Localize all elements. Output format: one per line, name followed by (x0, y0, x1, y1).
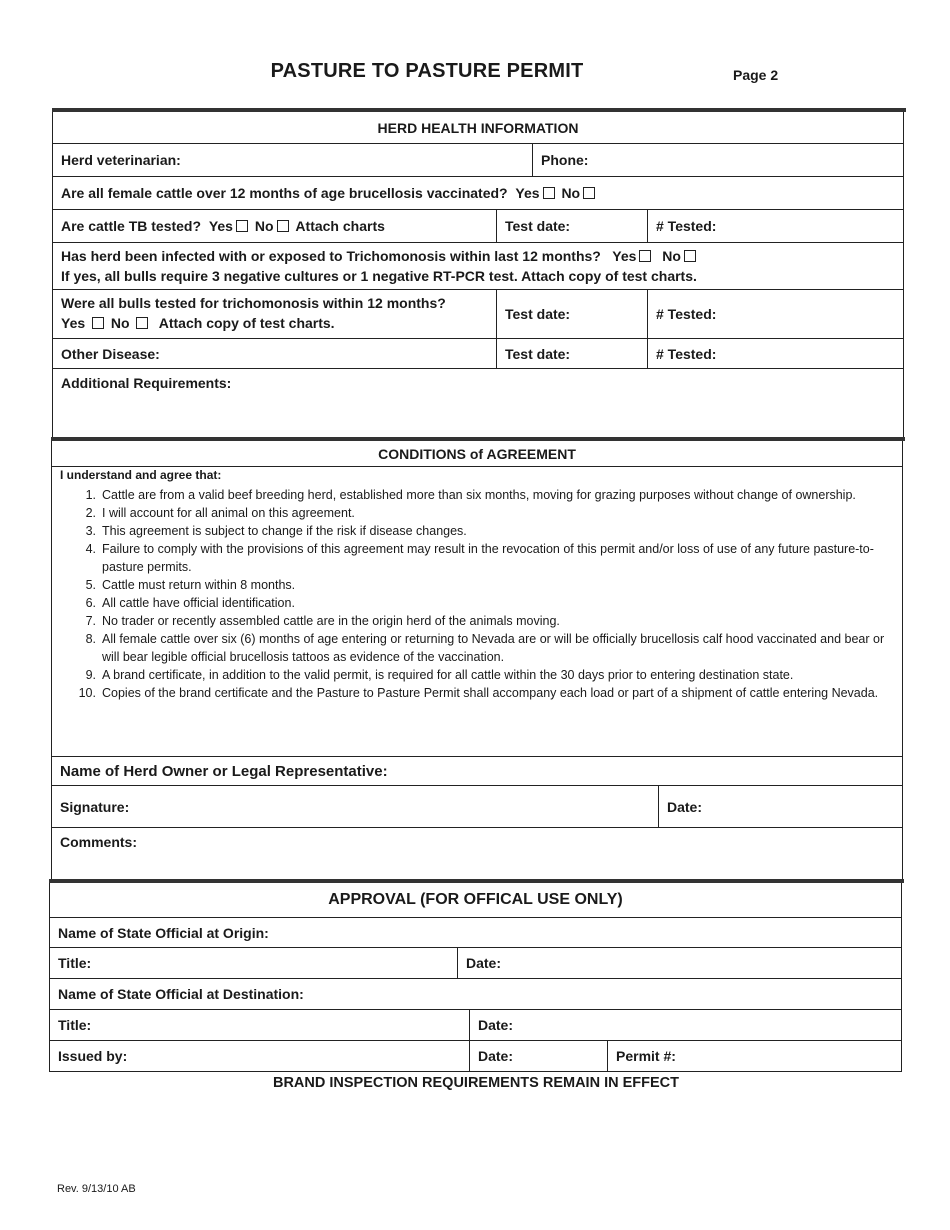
bulls-row (53, 290, 903, 339)
form-title: PASTURE TO PASTURE PERMIT (270, 60, 584, 82)
issued-row (50, 1041, 901, 1072)
tb-row (53, 210, 903, 243)
condition-item: 1. Cattle are from a valid beef breeding herd, established more than six months, moving for grazing purposes without change of ownership. (85, 488, 856, 502)
condition-item: 5. Cattle must return within 8 months. (85, 578, 296, 592)
herd-health-heading-row (53, 113, 903, 144)
condition-item: 2. I will account for all animal on this agreement. (85, 506, 355, 520)
trich-label: Has herd been infected with or exposed to Trichomonosis within last 12 months? (61, 248, 601, 264)
yes-label: Yes (515, 185, 540, 201)
phone-label: Phone: (541, 152, 589, 168)
tb-label: Are cattle TB tested? (61, 218, 202, 234)
conditions-intro: I understand and agree that: (60, 468, 222, 482)
conditions-section (51, 438, 903, 881)
other-disease-row (53, 339, 903, 369)
origin-official-row (50, 918, 901, 948)
date-label: Date: (466, 955, 502, 971)
brand-inspection-note: BRAND INSPECTION REQUIREMENTS REMAIN IN EFFECT (272, 1075, 679, 1091)
veterinarian-label: Herd veterinarian: (61, 152, 181, 168)
brucellosis-label: Are all female cattle over 12 months of age brucellosis vaccinated? (61, 185, 508, 201)
title-label: Title: (58, 955, 92, 971)
no-label: No (662, 248, 681, 264)
brucellosis-yes-checkbox[interactable] (543, 187, 555, 199)
origin-date-field[interactable] (457, 948, 901, 978)
owner-field[interactable] (52, 757, 902, 785)
comments-row (52, 828, 902, 881)
origin-official-label: Name of State Official at Origin: (58, 924, 269, 941)
comments-field[interactable] (52, 828, 902, 881)
signature-date-field[interactable] (658, 786, 902, 827)
conditions-heading-row (52, 441, 902, 467)
title-label: Title: (58, 1017, 92, 1033)
additional-requirements-row (53, 369, 903, 440)
condition-item: 7. No trader or recently assembled cattle are in the origin herd of the animals moving. (85, 614, 560, 628)
herd-health-heading: HERD HEALTH INFORMATION (377, 120, 579, 136)
test-date-label: Test date: (505, 218, 571, 234)
condition-item: 9. A brand certificate, in addition to the valid permit, is required for all cattle within the 30 days prior to entering destination state. (85, 668, 794, 682)
revision-label: Rev. 9/13/10 AB (57, 1183, 136, 1195)
tb-question (53, 210, 496, 242)
trich-yes-checkbox[interactable] (639, 250, 651, 262)
no-label: No (254, 218, 274, 234)
brucellosis-row (53, 177, 903, 210)
tested-label: # Tested: (656, 306, 717, 322)
tb-test-date-field[interactable] (496, 210, 647, 242)
tb-yes-checkbox[interactable] (236, 220, 248, 232)
phone-field[interactable] (532, 144, 903, 176)
comments-label: Comments: (60, 834, 138, 850)
issued-by-label: Issued by: (58, 1048, 128, 1064)
approval-heading: APPROVAL (FOR OFFICAL USE ONLY) (328, 891, 623, 908)
signature-row (52, 786, 902, 828)
herd-health-section (52, 110, 904, 440)
yes-label: Yes (208, 218, 233, 234)
tested-label: # Tested: (656, 218, 717, 234)
trich-question (53, 243, 903, 289)
destination-official-field[interactable] (50, 979, 901, 1009)
issued-by-field[interactable] (50, 1041, 469, 1071)
bulls-test-date-field[interactable] (496, 290, 647, 338)
destination-title-row (50, 1010, 901, 1041)
approval-section (49, 879, 902, 1072)
page-number: Page 2 (733, 67, 779, 83)
approval-heading-row (50, 883, 901, 918)
condition-item: 10. Copies of the brand certificate and the Pasture to Pasture Permit shall accompany each load or part of a shipment of cattle entering Nevada. (78, 686, 879, 700)
veterinarian-row (53, 144, 903, 177)
issued-date-field[interactable] (469, 1041, 607, 1071)
origin-title-row (50, 948, 901, 979)
destination-date-field[interactable] (469, 1010, 901, 1040)
origin-title-field[interactable] (50, 948, 457, 978)
no-label: No (110, 315, 130, 331)
bulls-yes-checkbox[interactable] (92, 317, 104, 329)
date-label: Date: (478, 1017, 514, 1033)
test-date-label: Test date: (505, 306, 571, 322)
condition-item: 8. All female cattle over six (6) months of age entering or returning to Nevada are or will be officially brucellosis calf hood vaccinated and bear or will bear legible official brucellosis tattoos as evidence of the vaccination. (85, 632, 885, 664)
trich-instructions: If yes, all bulls require 3 negative cultures or 1 negative RT-PCR test. Attach copy of test charts. (61, 268, 697, 284)
other-disease-label: Other Disease: (61, 345, 160, 362)
destination-title-field[interactable] (50, 1010, 469, 1040)
bulls-no-checkbox[interactable] (136, 317, 148, 329)
permit-number-field[interactable] (607, 1041, 901, 1071)
condition-item: 3. This agreement is subject to change if the risk if disease changes. (85, 524, 467, 538)
condition-item: 4. Failure to comply with the provisions of this agreement may result in the revocation of this permit and/or loss of use of any future pasture-to-pasture permits. (85, 542, 874, 574)
additional-requirements-label: Additional Requirements: (61, 375, 232, 391)
other-test-date-field[interactable] (496, 339, 647, 368)
owner-row (52, 756, 902, 786)
signature-label: Signature: (60, 798, 130, 815)
additional-requirements-field[interactable] (53, 369, 903, 440)
bulls-question (53, 290, 496, 338)
owner-label: Name of Herd Owner or Legal Representative: (60, 762, 388, 780)
destination-official-row (50, 979, 901, 1010)
tested-label: # Tested: (656, 345, 717, 362)
signature-field[interactable] (52, 786, 658, 827)
origin-official-field[interactable] (50, 918, 901, 947)
no-label: No (561, 185, 581, 201)
top-rule (52, 108, 906, 112)
attach-copy-label: Attach copy of test charts. (158, 315, 335, 331)
conditions-heading: CONDITIONS of AGREEMENT (378, 445, 576, 462)
tb-no-checkbox[interactable] (277, 220, 289, 232)
other-tested-field[interactable] (647, 339, 903, 368)
bulls-tested-field[interactable] (647, 290, 903, 338)
yes-label: Yes (61, 315, 86, 331)
date-label: Date: (667, 798, 703, 815)
destination-official-label: Name of State Official at Destination: (58, 986, 304, 1002)
yes-label: Yes (612, 248, 637, 264)
trich-row (53, 243, 903, 290)
date-label: Date: (478, 1048, 514, 1064)
condition-item: 6. All cattle have official identification. (85, 596, 295, 610)
other-disease-field[interactable] (53, 339, 496, 368)
veterinarian-field[interactable] (53, 144, 532, 176)
bulls-label: Were all bulls tested for trichomonosis within 12 months? (61, 295, 446, 311)
attach-charts-label: Attach charts (295, 218, 385, 234)
tb-tested-field[interactable] (647, 210, 903, 242)
permit-number-label: Permit #: (616, 1048, 676, 1064)
brucellosis-no-checkbox[interactable] (583, 187, 595, 199)
trich-no-checkbox[interactable] (684, 250, 696, 262)
brucellosis-question (53, 177, 903, 209)
test-date-label: Test date: (505, 345, 571, 362)
